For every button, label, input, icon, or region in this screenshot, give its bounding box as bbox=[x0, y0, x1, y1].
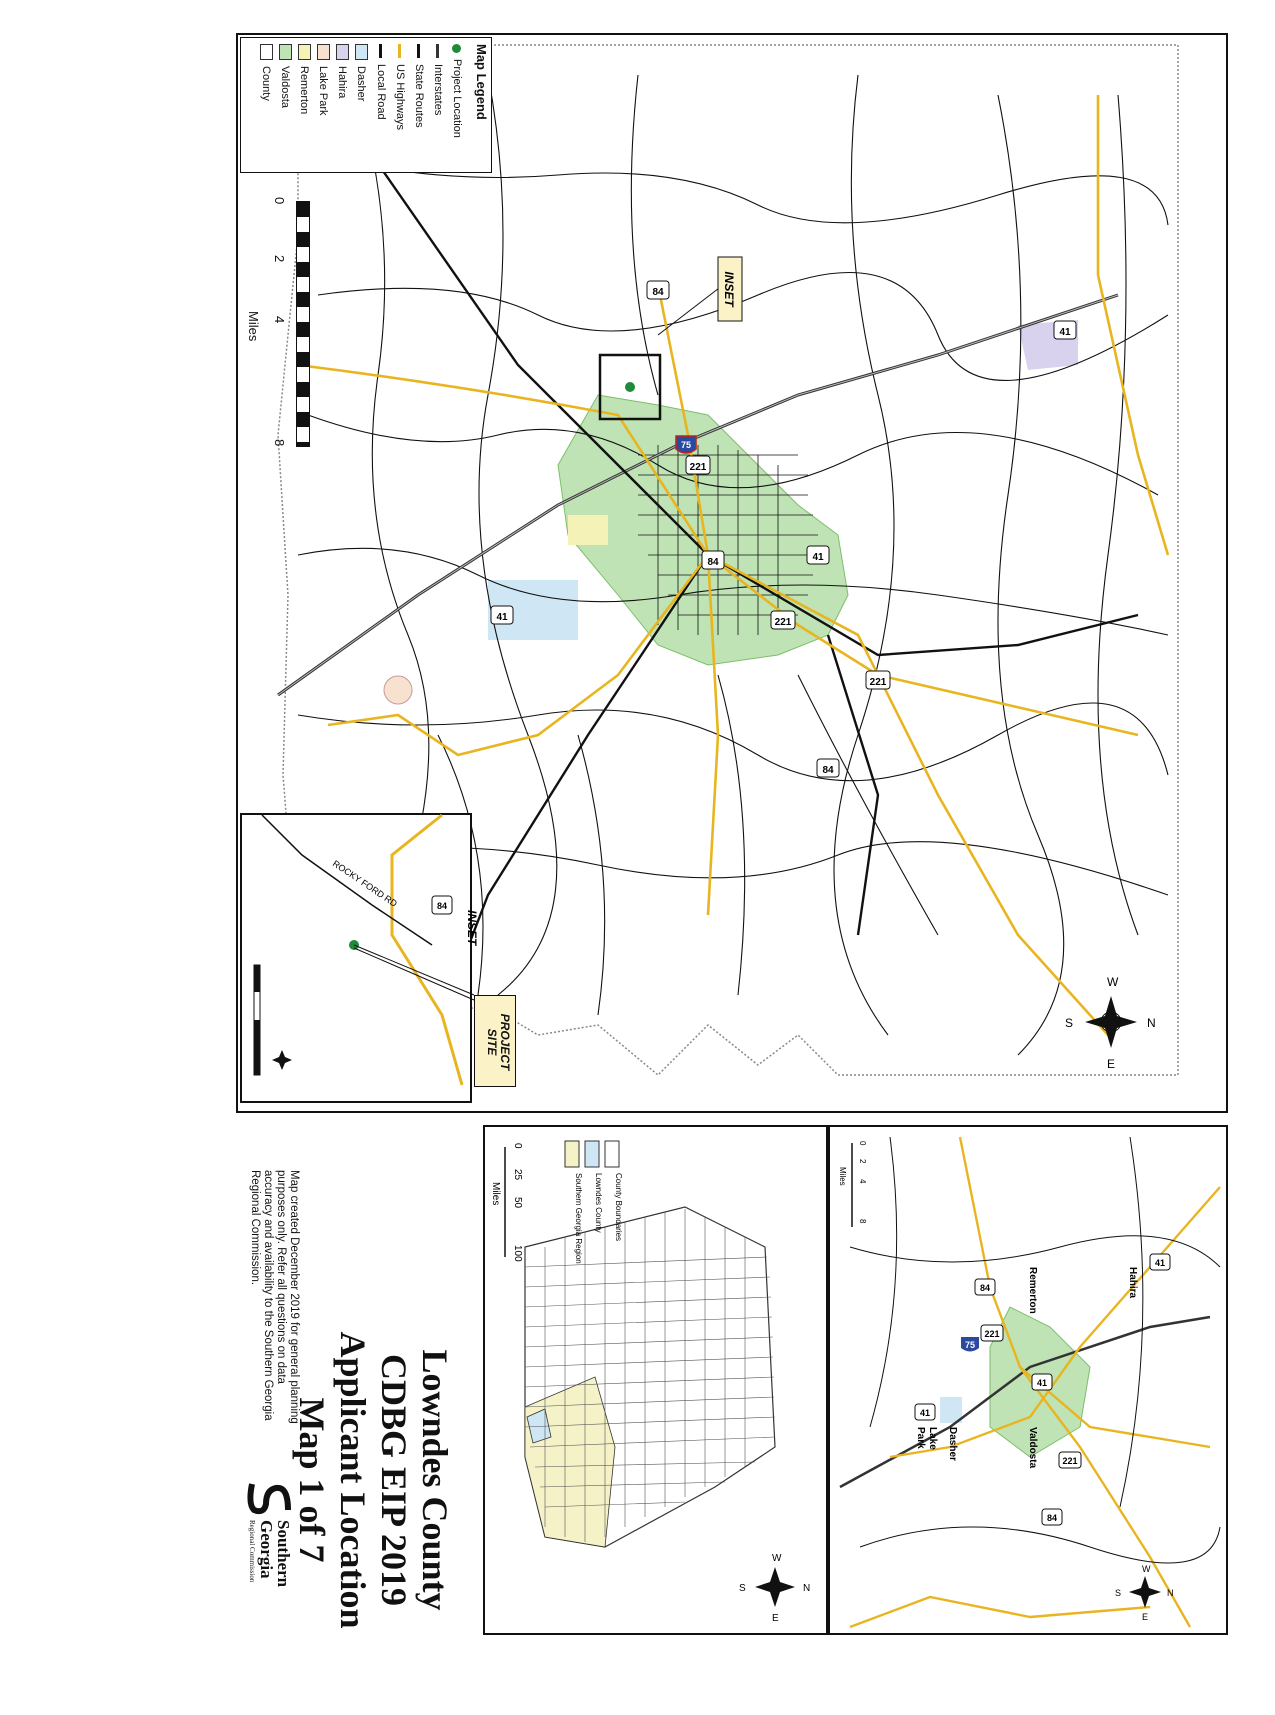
svg-text:E: E bbox=[1107, 1057, 1116, 1071]
legend-item bbox=[375, 44, 387, 120]
svg-text:E: E bbox=[772, 1613, 779, 1624]
shield-label: 84 bbox=[707, 557, 719, 568]
svg-text:0: 0 bbox=[858, 1141, 867, 1146]
svg-text:221: 221 bbox=[1062, 1456, 1078, 1466]
svg-text:25: 25 bbox=[512, 1169, 523, 1181]
legend-item bbox=[298, 44, 311, 114]
legend-swatch bbox=[279, 44, 292, 60]
legend-item bbox=[355, 44, 368, 101]
legend-item bbox=[413, 44, 425, 128]
svg-text:Park: Park bbox=[915, 1427, 926, 1449]
compass-rose bbox=[1065, 975, 1156, 1071]
legend-swatch bbox=[317, 44, 330, 60]
title-line-3: Applicant Location bbox=[333, 1331, 373, 1629]
svg-text:S: S bbox=[1115, 1588, 1122, 1598]
legend-item-label: Project Location bbox=[451, 59, 463, 138]
legend-item-label: Lake Park bbox=[317, 66, 330, 116]
svg-text:W: W bbox=[772, 1553, 782, 1564]
svg-text:221: 221 bbox=[984, 1329, 1000, 1339]
legend-swatch bbox=[418, 44, 421, 58]
svg-text:100: 100 bbox=[512, 1245, 523, 1262]
inset-compass bbox=[272, 1050, 292, 1070]
legend-swatch bbox=[336, 44, 349, 60]
region-map-frame bbox=[483, 1125, 828, 1635]
svg-text:Lake: Lake bbox=[927, 1427, 938, 1450]
svg-text:2: 2 bbox=[858, 1159, 867, 1164]
legend-item-label: State Routes bbox=[413, 64, 425, 128]
legend-item-label: Interstates bbox=[432, 64, 444, 116]
svg-text:Southern Georgia Region: Southern Georgia Region bbox=[574, 1173, 583, 1264]
legend-swatch bbox=[380, 44, 383, 58]
svg-text:8: 8 bbox=[858, 1219, 867, 1224]
legend-swatch bbox=[260, 44, 273, 60]
title-line-1: Lowndes County bbox=[415, 1349, 455, 1611]
svg-text:84: 84 bbox=[436, 901, 448, 911]
remerton-area bbox=[568, 515, 608, 545]
inset-callout-label: INSET bbox=[722, 271, 736, 307]
inset-map-frame bbox=[240, 813, 479, 1103]
legend-item-label: Local Road bbox=[375, 64, 387, 120]
legend-item bbox=[336, 44, 349, 98]
rocky-ford-rd-label: ROCKY FORD RD bbox=[330, 858, 399, 909]
svg-text:Remerton: Remerton bbox=[1027, 1267, 1038, 1314]
svg-text:N: N bbox=[1167, 1588, 1174, 1598]
locator-map-frame bbox=[828, 1125, 1228, 1635]
map-note: Map created December 2019 for general planning purposes only. Refer all questions on data accuracy and availability to the Southern Georgia Regional Commission. bbox=[249, 1170, 300, 1424]
svg-text:75: 75 bbox=[964, 1340, 976, 1350]
legend-item bbox=[317, 44, 330, 116]
legend-item bbox=[451, 44, 463, 138]
lake-park-area bbox=[384, 676, 412, 704]
legend-item-label: Remerton bbox=[298, 66, 311, 115]
shield-label: 41 bbox=[496, 612, 508, 623]
legend-swatch bbox=[355, 44, 368, 60]
legend-swatch bbox=[298, 44, 311, 60]
scale-unit: Miles bbox=[246, 311, 261, 342]
inset-scale bbox=[254, 965, 260, 1075]
svg-text:41: 41 bbox=[919, 1408, 931, 1418]
project-site-callout: PROJECT SITE bbox=[474, 995, 516, 1087]
svg-text:N: N bbox=[803, 1583, 811, 1594]
inset-title: INSET bbox=[465, 910, 479, 946]
svg-text:84: 84 bbox=[1046, 1513, 1058, 1523]
title-line-4: Map 1 of 7 bbox=[292, 1397, 332, 1563]
legend-item bbox=[394, 44, 406, 130]
svg-text:Miles: Miles bbox=[838, 1167, 847, 1186]
main-map-frame bbox=[236, 33, 1228, 1113]
svg-text:W: W bbox=[1107, 975, 1119, 989]
shield-label: 84 bbox=[652, 287, 664, 298]
legend-swatch bbox=[437, 44, 440, 58]
legend-item bbox=[432, 44, 444, 115]
svg-text:41: 41 bbox=[1154, 1258, 1166, 1268]
shield-label: 221 bbox=[774, 617, 792, 628]
legend-swatch bbox=[399, 44, 402, 58]
legend-item-label: County bbox=[260, 66, 273, 101]
region-scale bbox=[490, 1143, 523, 1262]
locator-scale bbox=[838, 1141, 867, 1227]
main-scalebar: 0 2 4 8 Miles bbox=[252, 201, 332, 461]
svg-text:N: N bbox=[1147, 1016, 1156, 1030]
svg-text:Dasher: Dasher bbox=[947, 1427, 958, 1461]
svg-text:W: W bbox=[1142, 1564, 1151, 1574]
interstate-shield-label: 75 bbox=[680, 440, 692, 450]
legend-item bbox=[279, 44, 292, 108]
shield-label: 221 bbox=[869, 677, 887, 688]
svg-text:Lowndes County: Lowndes County bbox=[594, 1173, 603, 1233]
georgia-counties bbox=[525, 1207, 775, 1547]
legend-item bbox=[260, 44, 273, 101]
shield-label: 41 bbox=[1059, 327, 1071, 338]
title-line-2: CDBG EIP 2019 bbox=[374, 1353, 414, 1607]
svg-text:Miles: Miles bbox=[490, 1182, 501, 1206]
svg-text:Hahira: Hahira bbox=[1127, 1267, 1138, 1299]
map-legend bbox=[240, 37, 492, 173]
legend-item-label: US Highways bbox=[394, 64, 406, 131]
region-compass bbox=[739, 1553, 810, 1624]
svg-text:County Boundaries: County Boundaries bbox=[614, 1173, 623, 1242]
legend-title: Map Legend bbox=[474, 44, 489, 120]
legend-swatch bbox=[453, 44, 462, 53]
shield-label: 84 bbox=[822, 765, 834, 776]
sgrc-logo-mark bbox=[248, 1480, 292, 1516]
svg-text:84: 84 bbox=[979, 1283, 991, 1293]
shield-label: 221 bbox=[689, 462, 707, 473]
shield-label: 41 bbox=[812, 552, 824, 563]
svg-text:41: 41 bbox=[1036, 1378, 1048, 1388]
svg-text:4: 4 bbox=[858, 1179, 867, 1184]
legend-item-label: Dasher bbox=[355, 66, 368, 102]
project-location-dot bbox=[625, 382, 635, 392]
locator-compass bbox=[1115, 1564, 1174, 1622]
svg-text:Valdosta: Valdosta bbox=[1027, 1427, 1038, 1469]
legend-item-label: Hahira bbox=[336, 66, 349, 99]
svg-text:50: 50 bbox=[512, 1197, 523, 1209]
legend-item-label: Valdosta bbox=[279, 66, 292, 108]
svg-text:0: 0 bbox=[512, 1143, 523, 1149]
inset-callout bbox=[718, 257, 742, 321]
svg-text:S: S bbox=[1065, 1016, 1074, 1030]
sgrc-logo: Southern Georgia Regional Commission bbox=[242, 1480, 292, 1620]
svg-text:E: E bbox=[1142, 1612, 1149, 1622]
svg-text:S: S bbox=[739, 1583, 746, 1594]
